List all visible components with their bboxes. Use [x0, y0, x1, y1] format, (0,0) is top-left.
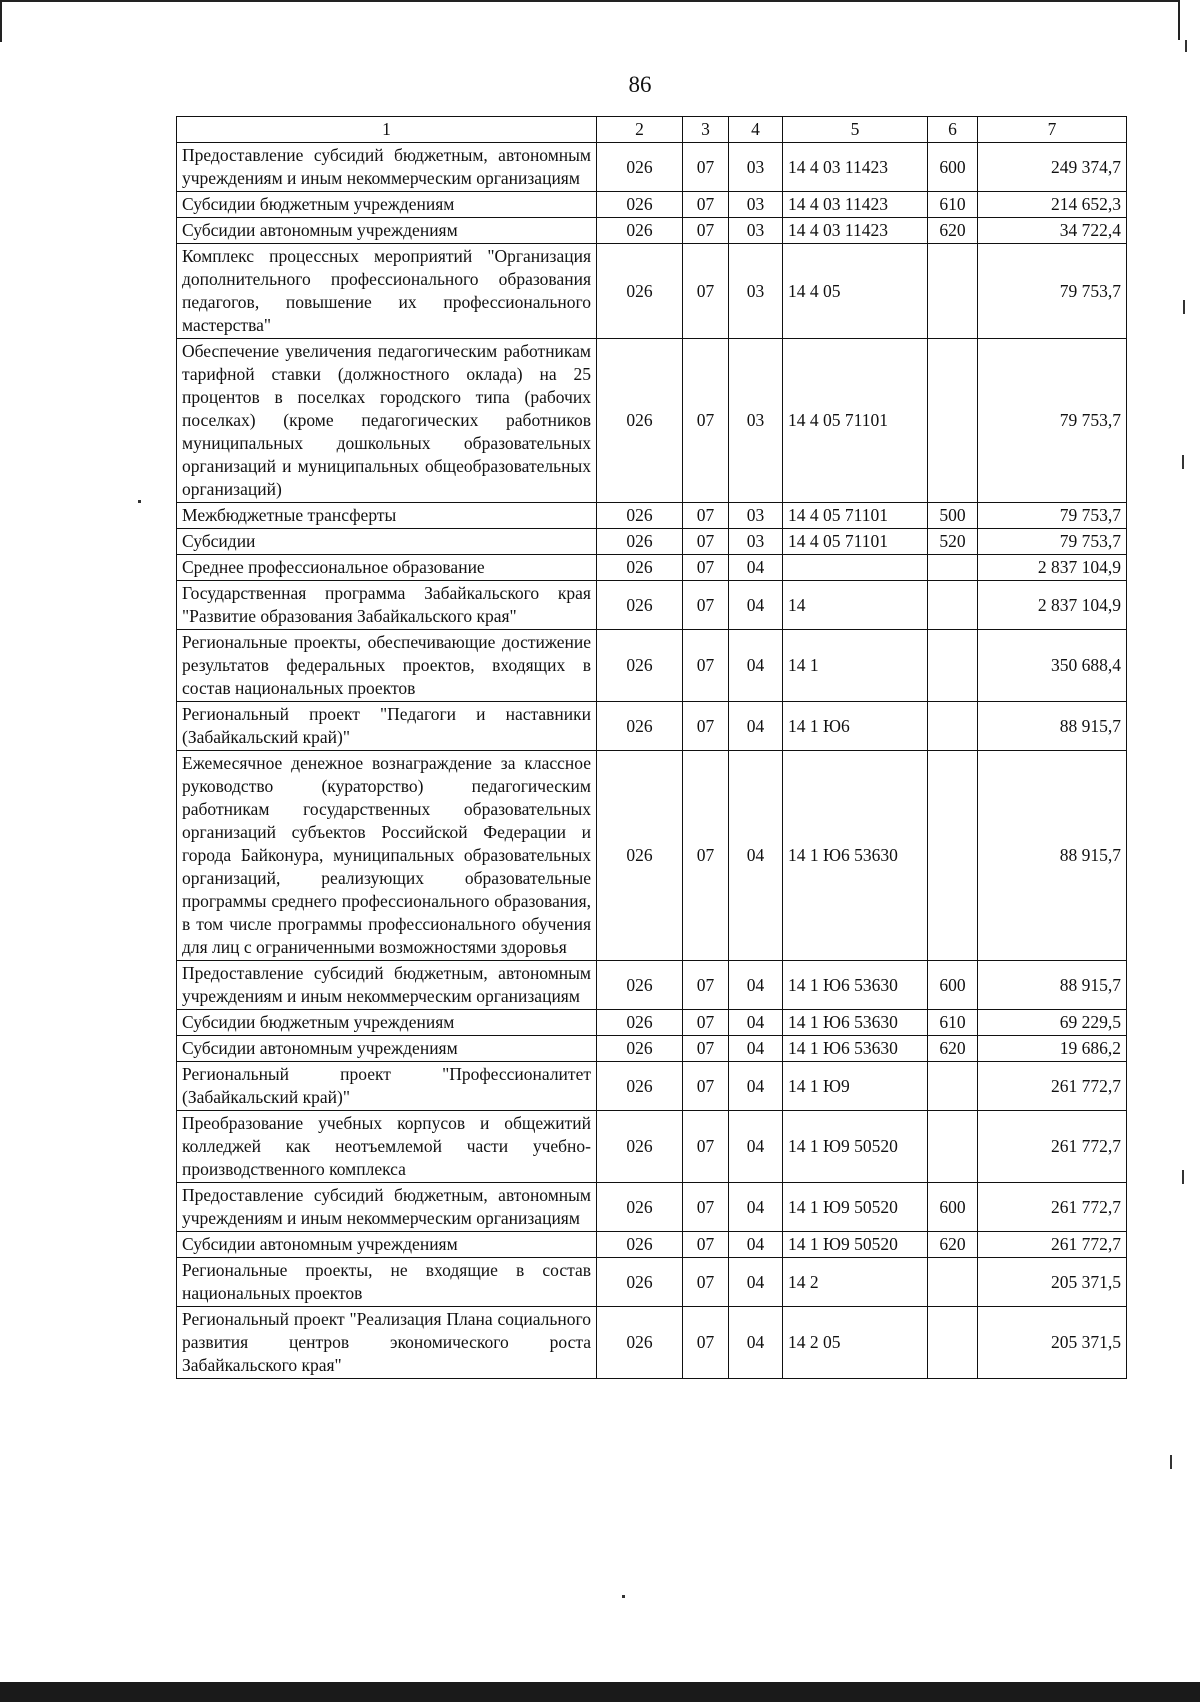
target-article-cell: 14 4 05 71101: [783, 503, 928, 529]
table-row: [177, 244, 1127, 339]
subsection-cell: 04: [729, 555, 783, 581]
item-name-cell: Субсидии бюджетным учреждениям: [177, 192, 597, 218]
target-article-cell: 14 4 05 71101: [783, 529, 928, 555]
item-name-cell: Межбюджетные трансферты: [177, 503, 597, 529]
section-cell: 07: [683, 1183, 729, 1232]
target-article-cell: 14 1 Ю9 50520: [783, 1111, 928, 1183]
section-cell: 07: [683, 529, 729, 555]
item-name-cell: Субсидии автономным учреждениям: [177, 1232, 597, 1258]
table-row: [177, 218, 1127, 244]
subsection-cell: 04: [729, 1307, 783, 1379]
code-cell: 026: [597, 1010, 683, 1036]
expense-type-cell: 620: [928, 1036, 978, 1062]
code-cell: 026: [597, 244, 683, 339]
amount-cell: 261 772,7: [978, 1062, 1127, 1111]
section-cell: 07: [683, 702, 729, 751]
table-row: [177, 1036, 1127, 1062]
code-cell: 026: [597, 630, 683, 702]
amount-cell: 261 772,7: [978, 1183, 1127, 1232]
item-name-cell: Преобразование учебных корпусов и общежитий колледжей как неотъемлемой части учебно-производственного комплекса: [177, 1111, 597, 1183]
code-cell: 026: [597, 218, 683, 244]
item-name-cell: Региональные проекты, обеспечивающие достижение результатов федеральных проектов, входящих в состав национальных проектов: [177, 630, 597, 702]
subsection-cell: 04: [729, 1010, 783, 1036]
table-row: [177, 1010, 1127, 1036]
item-name-cell: Региональные проекты, не входящие в состав национальных проектов: [177, 1258, 597, 1307]
section-cell: 07: [683, 1010, 729, 1036]
code-cell: 026: [597, 751, 683, 961]
table-row: [177, 1258, 1127, 1307]
subsection-cell: 04: [729, 1062, 783, 1111]
scan-frame-left-edge: [0, 0, 2, 42]
code-cell: 026: [597, 702, 683, 751]
subsection-cell: 03: [729, 143, 783, 192]
scan-speck: [1183, 300, 1185, 314]
code-cell: 026: [597, 1183, 683, 1232]
target-article-cell: 14 1 Ю6 53630: [783, 961, 928, 1010]
amount-cell: 79 753,7: [978, 339, 1127, 503]
expense-type-cell: [928, 1062, 978, 1111]
item-name-cell: Региональный проект "Реализация Плана социального развития центров экономического роста Забайкальского края": [177, 1307, 597, 1379]
expense-type-cell: 600: [928, 1183, 978, 1232]
subsection-cell: 03: [729, 192, 783, 218]
table-row: [177, 503, 1127, 529]
code-cell: 026: [597, 503, 683, 529]
amount-cell: 34 722,4: [978, 218, 1127, 244]
section-cell: 07: [683, 339, 729, 503]
expense-type-cell: [928, 339, 978, 503]
code-cell: 026: [597, 1232, 683, 1258]
table-row: [177, 1232, 1127, 1258]
code-cell: 026: [597, 1062, 683, 1111]
subsection-cell: 04: [729, 1183, 783, 1232]
amount-cell: 79 753,7: [978, 529, 1127, 555]
expense-type-cell: [928, 1111, 978, 1183]
header-cell: 6: [928, 117, 978, 143]
scan-speck: [138, 500, 141, 503]
item-name-cell: Государственная программа Забайкальского края "Развитие образования Забайкальского края": [177, 581, 597, 630]
scan-speck: [622, 1595, 625, 1598]
expense-type-cell: 620: [928, 218, 978, 244]
code-cell: 026: [597, 555, 683, 581]
amount-cell: 214 652,3: [978, 192, 1127, 218]
code-cell: 026: [597, 1036, 683, 1062]
expense-type-cell: [928, 630, 978, 702]
subsection-cell: 04: [729, 1258, 783, 1307]
target-article-cell: 14 4 05: [783, 244, 928, 339]
item-name-cell: Обеспечение увеличения педагогическим работникам тарифной ставки (должностного оклада) на 25 процентов в поселках городского типа (рабочих поселках) (кроме педагогических работников муниципальных дошкольных образовательных организаций и муниципальных общеобразовательных организаций): [177, 339, 597, 503]
table-row: [177, 1111, 1127, 1183]
code-cell: 026: [597, 339, 683, 503]
item-name-cell: Предоставление субсидий бюджетным, автономным учреждениям и иным некоммерческим организациям: [177, 961, 597, 1010]
scan-speck: [1185, 40, 1187, 52]
section-cell: 07: [683, 143, 729, 192]
expense-type-cell: 610: [928, 1010, 978, 1036]
amount-cell: 2 837 104,9: [978, 581, 1127, 630]
code-cell: 026: [597, 581, 683, 630]
amount-cell: 261 772,7: [978, 1232, 1127, 1258]
budget-table: [176, 116, 1127, 1379]
target-article-cell: 14 1: [783, 630, 928, 702]
subsection-cell: 04: [729, 1111, 783, 1183]
table-row: [177, 1183, 1127, 1232]
subsection-cell: 04: [729, 1232, 783, 1258]
amount-cell: 79 753,7: [978, 503, 1127, 529]
expense-type-cell: [928, 751, 978, 961]
item-name-cell: Региональный проект "Профессионалитет (Забайкальский край)": [177, 1062, 597, 1111]
scan-speck: [1182, 1170, 1184, 1184]
amount-cell: 205 371,5: [978, 1258, 1127, 1307]
section-cell: 07: [683, 751, 729, 961]
subsection-cell: 04: [729, 751, 783, 961]
code-cell: 026: [597, 143, 683, 192]
code-cell: 026: [597, 529, 683, 555]
table-row: [177, 143, 1127, 192]
header-cell: 5: [783, 117, 928, 143]
section-cell: 07: [683, 218, 729, 244]
expense-type-cell: 610: [928, 192, 978, 218]
amount-cell: 19 686,2: [978, 1036, 1127, 1062]
item-name-cell: Комплекс процессных мероприятий "Организация дополнительного профессионального образования педагогов, повышение их профессионального мастерства": [177, 244, 597, 339]
item-name-cell: Региональный проект "Педагоги и наставники (Забайкальский край)": [177, 702, 597, 751]
subsection-cell: 04: [729, 702, 783, 751]
item-name-cell: Среднее профессиональное образование: [177, 555, 597, 581]
item-name-cell: Субсидии автономным учреждениям: [177, 218, 597, 244]
table-row: [177, 555, 1127, 581]
scan-bottom-edge: [0, 1682, 1200, 1702]
subsection-cell: 03: [729, 503, 783, 529]
table-header-row: [177, 117, 1127, 143]
section-cell: 07: [683, 581, 729, 630]
target-article-cell: 14 4 03 11423: [783, 143, 928, 192]
expense-type-cell: [928, 702, 978, 751]
item-name-cell: Субсидии автономным учреждениям: [177, 1036, 597, 1062]
scan-frame-right-edge: [1178, 0, 1180, 40]
subsection-cell: 04: [729, 961, 783, 1010]
target-article-cell: 14 1 Ю6 53630: [783, 1010, 928, 1036]
amount-cell: 88 915,7: [978, 751, 1127, 961]
table-row: [177, 702, 1127, 751]
header-cell: 7: [978, 117, 1127, 143]
subsection-cell: 04: [729, 581, 783, 630]
code-cell: 026: [597, 1111, 683, 1183]
code-cell: 026: [597, 1258, 683, 1307]
expense-type-cell: 500: [928, 503, 978, 529]
target-article-cell: 14 1 Ю6: [783, 702, 928, 751]
scan-speck: [1170, 1455, 1172, 1469]
subsection-cell: 03: [729, 244, 783, 339]
table-row: [177, 1062, 1127, 1111]
table-row: [177, 1307, 1127, 1379]
expense-type-cell: [928, 581, 978, 630]
amount-cell: 249 374,7: [978, 143, 1127, 192]
amount-cell: 69 229,5: [978, 1010, 1127, 1036]
target-article-cell: 14 4 05 71101: [783, 339, 928, 503]
code-cell: 026: [597, 1307, 683, 1379]
section-cell: 07: [683, 1111, 729, 1183]
amount-cell: 79 753,7: [978, 244, 1127, 339]
header-cell: 2: [597, 117, 683, 143]
section-cell: 07: [683, 1307, 729, 1379]
code-cell: 026: [597, 961, 683, 1010]
item-name-cell: Субсидии бюджетным учреждениям: [177, 1010, 597, 1036]
table-row: [177, 751, 1127, 961]
expense-type-cell: [928, 1307, 978, 1379]
target-article-cell: 14 1 Ю6 53630: [783, 751, 928, 961]
expense-type-cell: 620: [928, 1232, 978, 1258]
header-cell: 4: [729, 117, 783, 143]
amount-cell: 350 688,4: [978, 630, 1127, 702]
amount-cell: 2 837 104,9: [978, 555, 1127, 581]
section-cell: 07: [683, 503, 729, 529]
code-cell: 026: [597, 192, 683, 218]
subsection-cell: 03: [729, 339, 783, 503]
section-cell: 07: [683, 555, 729, 581]
table-row: [177, 961, 1127, 1010]
expense-type-cell: 600: [928, 143, 978, 192]
target-article-cell: 14 4 03 11423: [783, 192, 928, 218]
scan-frame-top-edge: [0, 0, 1180, 2]
subsection-cell: 04: [729, 1036, 783, 1062]
section-cell: 07: [683, 1062, 729, 1111]
amount-cell: 88 915,7: [978, 702, 1127, 751]
item-name-cell: Ежемесячное денежное вознаграждение за классное руководство (кураторство) педагогическим работникам государственных образовательных организаций субъектов Российской Федерации и города Байконура, муниципальных образовательных организаций, реализующих образовательные программы среднего профессионального образования, в том числе программы профессионального обучения для лиц с ограниченными возможностями здоровья: [177, 751, 597, 961]
target-article-cell: 14 4 03 11423: [783, 218, 928, 244]
header-cell: 3: [683, 117, 729, 143]
section-cell: 07: [683, 192, 729, 218]
table-row: [177, 581, 1127, 630]
target-article-cell: 14 2: [783, 1258, 928, 1307]
subsection-cell: 04: [729, 630, 783, 702]
section-cell: 07: [683, 1036, 729, 1062]
section-cell: 07: [683, 961, 729, 1010]
subsection-cell: 03: [729, 529, 783, 555]
target-article-cell: 14 1 Ю9 50520: [783, 1232, 928, 1258]
table-row: [177, 192, 1127, 218]
scan-speck: [1182, 455, 1184, 469]
item-name-cell: Субсидии: [177, 529, 597, 555]
section-cell: 07: [683, 244, 729, 339]
table-body: [177, 143, 1127, 1379]
target-article-cell: [783, 555, 928, 581]
expense-type-cell: [928, 555, 978, 581]
subsection-cell: 03: [729, 218, 783, 244]
section-cell: 07: [683, 1258, 729, 1307]
target-article-cell: 14 2 05: [783, 1307, 928, 1379]
amount-cell: 205 371,5: [978, 1307, 1127, 1379]
table-row: [177, 339, 1127, 503]
table-row: [177, 630, 1127, 702]
target-article-cell: 14: [783, 581, 928, 630]
expense-type-cell: 600: [928, 961, 978, 1010]
section-cell: 07: [683, 1232, 729, 1258]
page-number: 86: [628, 72, 652, 97]
expense-type-cell: [928, 1258, 978, 1307]
item-name-cell: Предоставление субсидий бюджетным, автономным учреждениям и иным некоммерческим организациям: [177, 1183, 597, 1232]
expense-type-cell: [928, 244, 978, 339]
amount-cell: 261 772,7: [978, 1111, 1127, 1183]
expense-type-cell: 520: [928, 529, 978, 555]
section-cell: 07: [683, 630, 729, 702]
header-cell: 1: [177, 117, 597, 143]
table-row: [177, 529, 1127, 555]
item-name-cell: Предоставление субсидий бюджетным, автономным учреждениям и иным некоммерческим организациям: [177, 143, 597, 192]
amount-cell: 88 915,7: [978, 961, 1127, 1010]
target-article-cell: 14 1 Ю9 50520: [783, 1183, 928, 1232]
target-article-cell: 14 1 Ю9: [783, 1062, 928, 1111]
target-article-cell: 14 1 Ю6 53630: [783, 1036, 928, 1062]
